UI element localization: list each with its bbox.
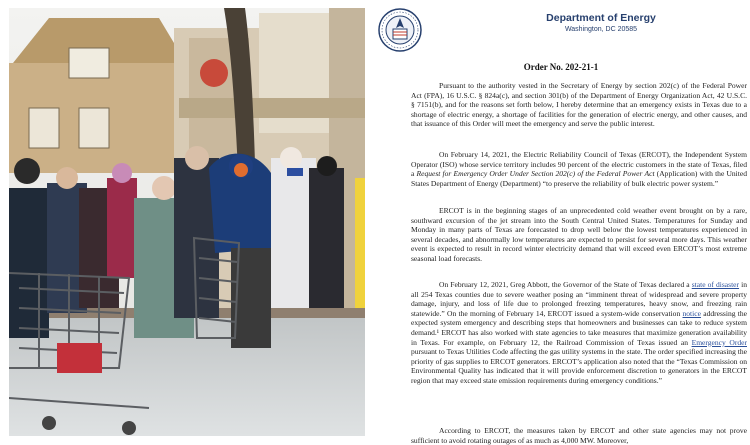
paragraph-3-text: ERCOT is in the beginning stages of an unprecedented cold weather event brought on by a rare, southward excursion of the jet stream into the South Central United States. Temperatures for Sunday and Monday in many parts of Texas are forecasted to drop well below the lowest temperatures experienced in several decades, and abnormally low temperatures are expected to persist for several more days. This weather event is expected to result in record winter electricity demand that will exceed even ERCOT’s most extreme seasonal load forecasts. xyxy=(411,206,747,263)
doe-order-document xyxy=(372,0,750,445)
order-number: Order No. 202-21-1 xyxy=(523,62,599,72)
paragraph-2-italic: Request for Emergency Order Under Section 202(c) of the Federal Power Act xyxy=(416,169,655,179)
doe-seal-icon xyxy=(378,8,422,52)
paragraph-4-text-b: in all 254 Texas counties due to severe weather posing an “imminent threat of widespread and severe property damage, injury, and loss of life due to prolonged freezing temperatures, heavy snow, and freezing rain statewide.” On the morning of February 14, ERCOT issued a system-wide conservation xyxy=(411,280,747,318)
paragraph-4-text-d: pursuant to Texas Utilities Code affecting the gas utility systems in the state. The order specified increasing the priority of gas supplies to ERCOT generators. ERCOT’s application also noted that the “Texas Commission on Environmental Quality has indicated that it will provide enforcement discretion to generators in the ERCOT region that may exceed state emission requirements during emergency conditions.” xyxy=(411,347,747,385)
paragraph-5 xyxy=(411,426,747,445)
news-photo xyxy=(9,8,365,436)
paragraph-4-text-c: addressing the expected system emergency and describing steps that homeowners and businesses can take to reduce system demand.¹ ERCOT has also worked with state agencies to take measures that maximize generation availability in Texas. For example, on February 12, the Railroad Commission of Texas issued an xyxy=(411,308,747,347)
paragraph-2 xyxy=(411,150,747,188)
paragraph-2-text-b: (Application) with the United States Department of Energy (Department) “to preserve the reliability of bulk electric power system.” xyxy=(411,169,747,188)
agency-name: Department of Energy xyxy=(546,12,656,24)
paragraph-2-text-a: On February 14, 2021, the Electric Reliability Council of Texas (ERCOT), the Independent System Operator (ISO) whose service territory includes 90 percent of the electric customers in the state of Texas, filed a xyxy=(411,150,747,179)
paragraph-4-text-a: On February 12, 2021, Greg Abbott, the Governor of the State of Texas declared a xyxy=(439,280,692,289)
agency-location: Washington, DC 20585 xyxy=(564,26,638,33)
paragraph-1 xyxy=(411,81,747,129)
paragraph-5-text: According to ERCOT, the measures taken by ERCOT and other state agencies may not prove sufficient to avoid rotating outages of as much as 4,000 MW. Moreover, xyxy=(411,426,747,445)
paragraph-4 xyxy=(411,280,747,386)
paragraph-3 xyxy=(411,206,747,264)
emergency-order-link[interactable]: Emergency Order xyxy=(691,337,747,347)
notice-link[interactable]: notice xyxy=(682,308,701,318)
paragraph-1-text: Pursuant to the authority vested in the Secretary of Energy by section 202(c) of the Federal Power Act (FPA), 16 U.S.C. § 824a(c), and section 301(b) of the Department of Energy Organization Act, 42 U.S.C. § 7151(b), and for the reasons set forth below, I hereby determine that an emergency exists in Texas due to a shortage of electric energy, a shortage of facilities for the generation of electric energy, and other causes, and that issuance of this Order will meet the emergency and serve the public interest. xyxy=(411,81,747,129)
state-of-disaster-link[interactable]: state of disaster xyxy=(691,280,740,289)
